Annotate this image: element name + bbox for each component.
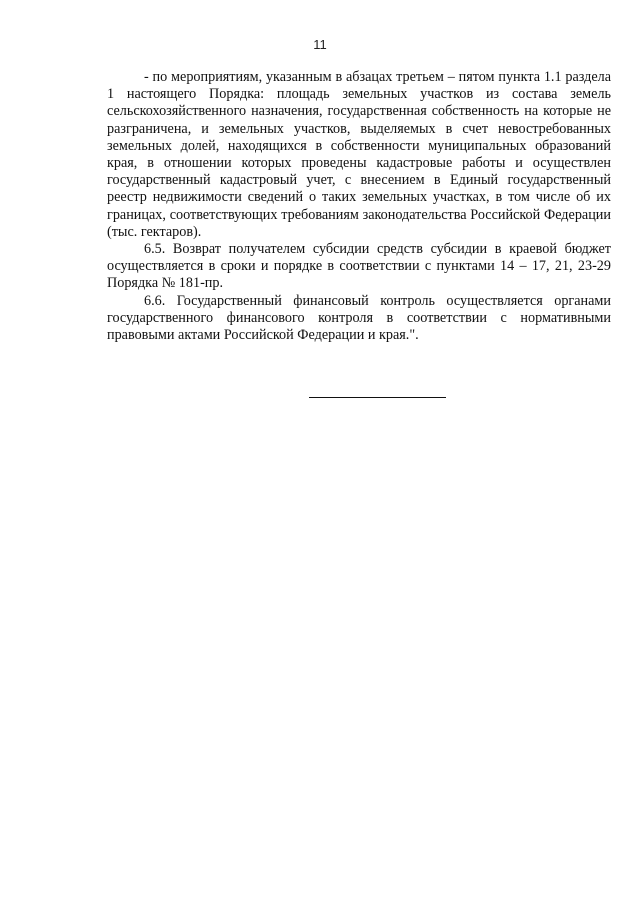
paragraph-measures-area: - по мероприятиям, указанным в абзацах третьем – пятом пункта 1.1 раздела 1 настоящего Порядка: площадь земельных участков из состава земель сельскохозяйственного назначения, государственная собственность на которые не разграничена, и земельных участков, выделяемых в счет невостребованных земельных долей, находящихся в собственности муниципальных образований края, в отношении которых проведены кадастровые работы и осуществлен государственный кадастровый учет, с внесением в Единый государственный реестр недвижимости сведений о таких земельных участках, в том числе об их границах, соответствующих требованиям законодательства Российской Федерации (тыс. гектаров). <box>107 69 611 240</box>
document-body <box>107 69 611 344</box>
paragraph-6-5-subsidy-return: 6.5. Возврат получателем субсидии средств субсидии в краевой бюджет осуществляется в сроки и порядке в соответствии с пунктами 14 – 17, 21, 23-29 Порядка № 181-пр. <box>107 241 611 292</box>
page-number: 11 <box>313 37 327 52</box>
end-separator-line <box>309 397 446 398</box>
paragraph-6-6-financial-control: 6.6. Государственный финансовый контроль осуществляется органами государственного финансового контроля в соответствии с нормативными правовыми актами Российской Федерации и края.". <box>107 292 611 344</box>
